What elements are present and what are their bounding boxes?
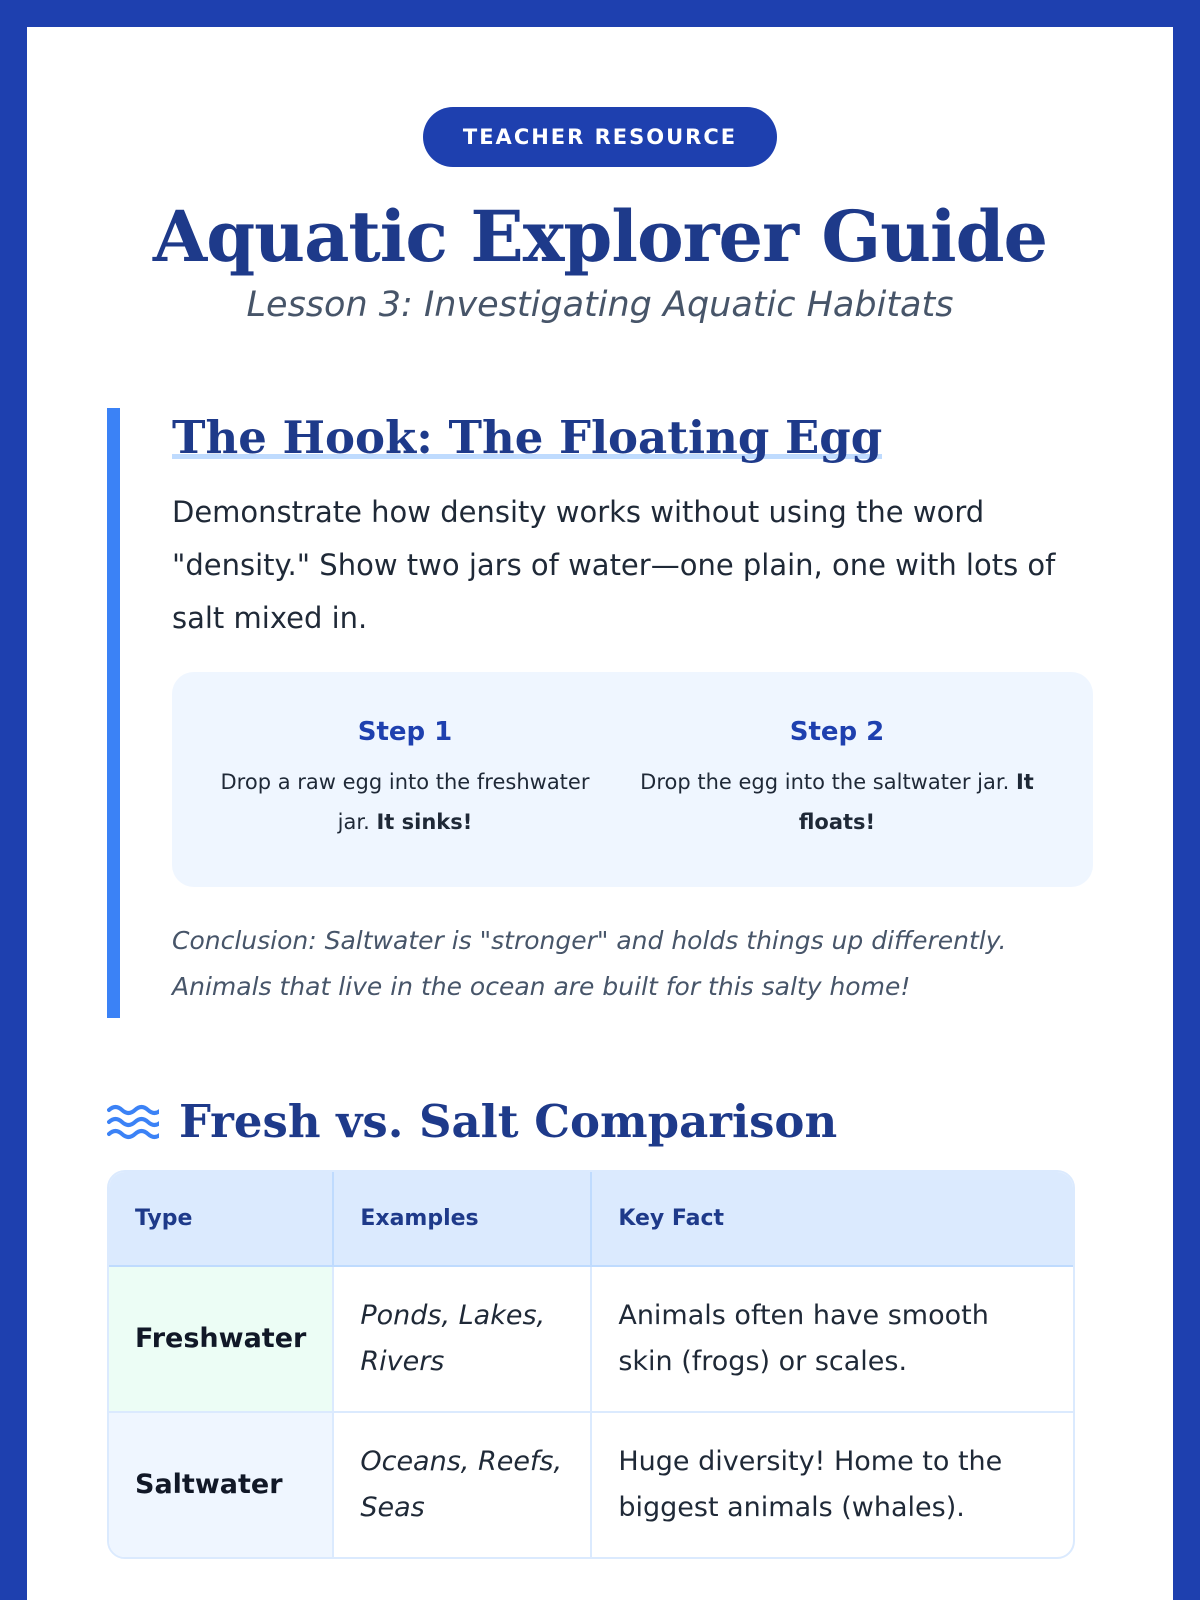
page-title: Aquatic Explorer Guide: [152, 195, 1048, 278]
table-row: [109, 1412, 1073, 1557]
step-2: [637, 712, 1037, 842]
teacher-resource-badge: TEACHER RESOURCE: [423, 107, 777, 167]
step-1: [205, 712, 605, 842]
page-subtitle: Lesson 3: Investigating Aquatic Habitats: [246, 285, 954, 325]
row-examples-saltwater: Oceans, Reefs, Seas: [333, 1412, 591, 1557]
column-header-type: Type: [109, 1172, 333, 1266]
hook-conclusion: Conclusion: Saltwater is "stronger" and holds things up differently. Animals that live in the ocean are built for this salty home!: [172, 926, 1007, 1001]
document-page: [27, 27, 1173, 1600]
table-header-row: [109, 1172, 1073, 1266]
row-fact-saltwater: Huge diversity! Home to the biggest animals (whales).: [618, 1446, 1003, 1523]
waves-icon: [107, 1102, 159, 1142]
comparison-heading: [107, 1087, 837, 1157]
step-1-text: [205, 762, 605, 842]
row-fact-freshwater: Animals often have smooth skin (frogs) or scales.: [591, 1266, 1073, 1412]
comparison-table: [107, 1170, 1075, 1559]
hook-title: The Hook: The Floating Egg: [172, 408, 882, 468]
step-2-title: Step 2: [789, 717, 885, 747]
row-type-freshwater: Freshwater: [109, 1266, 333, 1412]
comparison-title: Fresh vs. Salt Comparison: [179, 1095, 838, 1148]
column-header-examples: Examples: [333, 1172, 591, 1266]
step-1-title: Step 1: [357, 717, 453, 747]
hook-intro: Demonstrate how density works without using the word "density." Show two jars of water—one plain, one with lots of salt mixed in.: [172, 495, 1056, 635]
step-2-text: [637, 762, 1037, 842]
step-2-result: It floats!: [798, 770, 1034, 834]
column-header-key-fact: Key Fact: [591, 1172, 1073, 1266]
row-examples-freshwater: Ponds, Lakes, Rivers: [333, 1266, 591, 1412]
hook-section: [107, 408, 1093, 1018]
step-2-description: Drop the egg into the saltwater jar.: [640, 770, 1010, 794]
steps-panel: [172, 672, 1093, 887]
row-type-saltwater: Saltwater: [109, 1412, 333, 1557]
step-1-result: It sinks!: [376, 810, 473, 834]
badge-row: [27, 27, 1173, 167]
step-1-description: Drop a raw egg into the freshwater jar.: [220, 770, 590, 834]
table-row: [109, 1266, 1073, 1412]
